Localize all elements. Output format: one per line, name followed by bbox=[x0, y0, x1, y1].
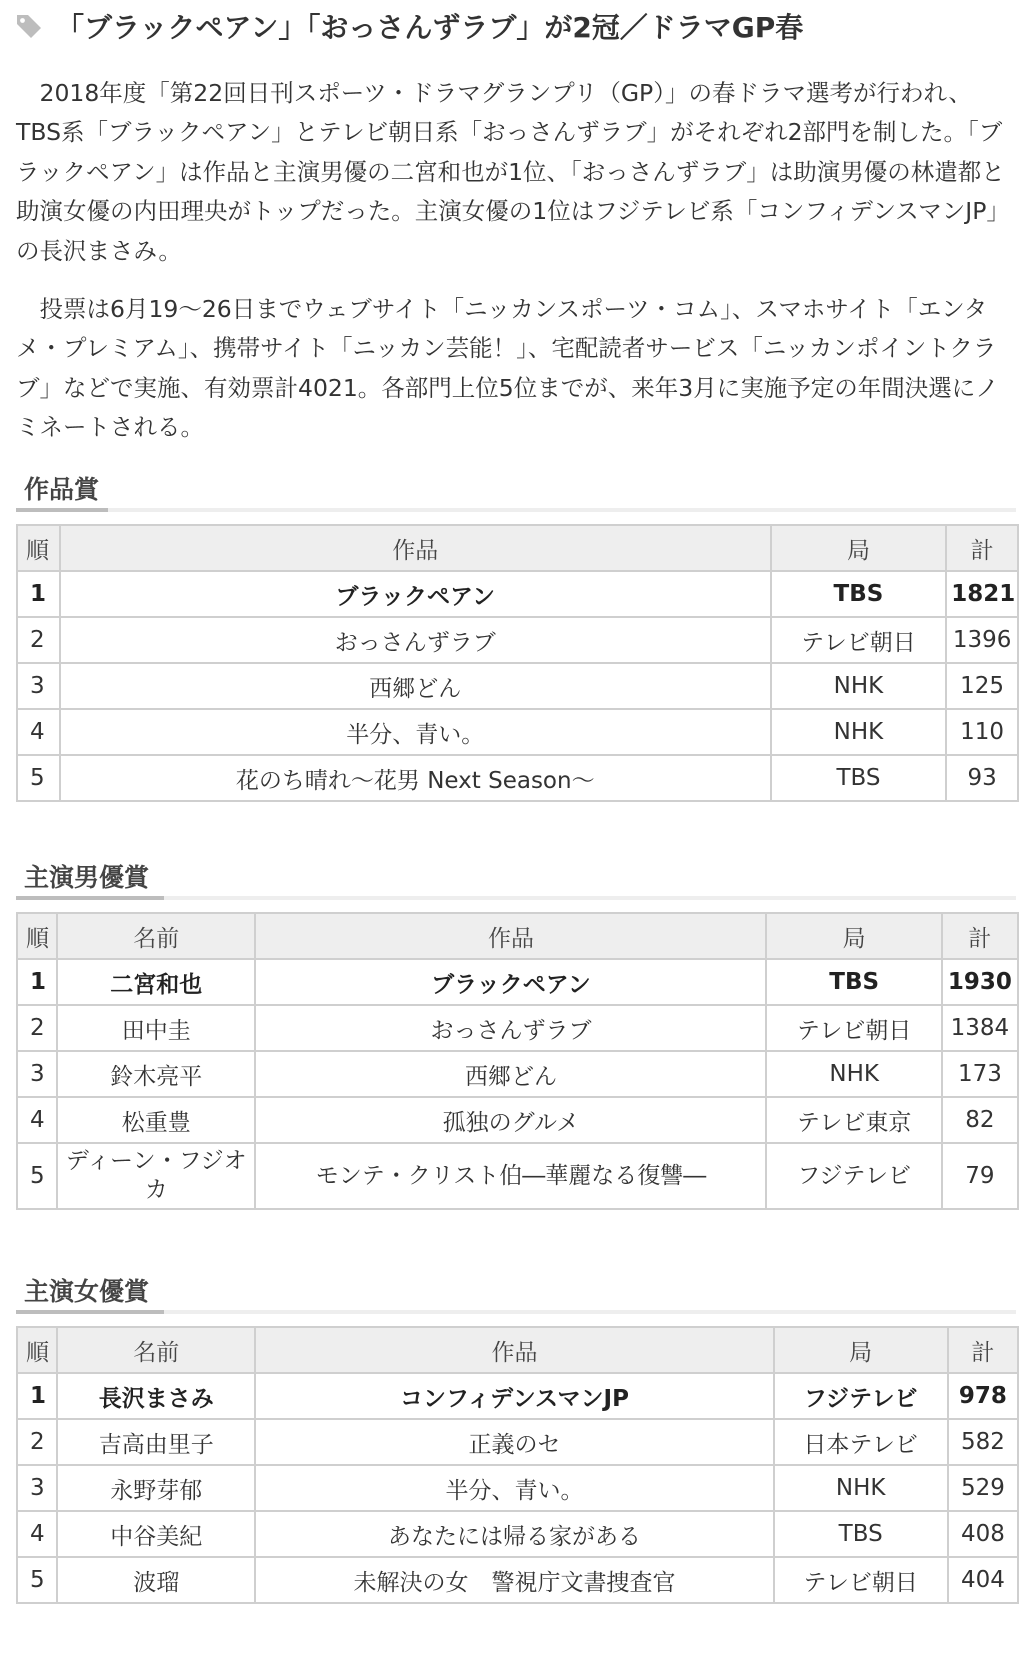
cell-station: NHK bbox=[774, 1465, 948, 1511]
cell-name: 波瑠 bbox=[57, 1557, 255, 1603]
section-title: 主演女優賞 bbox=[24, 1277, 150, 1306]
cell-station: NHK bbox=[766, 1051, 941, 1097]
table-row bbox=[17, 1005, 1018, 1051]
col-header-rank: 順 bbox=[17, 913, 57, 959]
cell-rank: 5 bbox=[17, 1143, 57, 1209]
table-row bbox=[17, 1557, 1018, 1603]
cell-station: TBS bbox=[771, 571, 947, 617]
cell-rank: 1 bbox=[17, 1373, 57, 1419]
cell-station: NHK bbox=[771, 709, 947, 755]
section-heading-lead-actress bbox=[16, 1272, 1016, 1314]
cell-station: テレビ朝日 bbox=[774, 1557, 948, 1603]
table-row bbox=[17, 1143, 1018, 1209]
cell-work: ブラックペアン bbox=[60, 571, 771, 617]
table-header-row bbox=[17, 1327, 1018, 1373]
cell-name: 二宮和也 bbox=[57, 959, 255, 1005]
table-row bbox=[17, 1419, 1018, 1465]
body-paragraph: 投票は6月19〜26日までウェブサイト「ニッカンスポーツ・コム」、スマホサイト「エンタメ・プレミアム」、携帯サイト「ニッカン芸能！」、宅配読者サービス「ニッカンポイントクラブ」などで実施、有効票計4021。各部門上位5位までが、来年3月に実施予定の年間決選にノミネートされる。 bbox=[16, 295, 999, 442]
cell-station: 日本テレビ bbox=[774, 1419, 948, 1465]
headline-text: 「ブラックペアン」「おっさんずラブ」が2冠／ドラマGP春 bbox=[56, 11, 804, 44]
table-row bbox=[17, 617, 1018, 663]
cell-station: フジテレビ bbox=[766, 1143, 941, 1209]
cell-rank: 5 bbox=[17, 755, 60, 801]
lead-paragraph: 2018年度「第22回日刊スポーツ・ドラマグランプリ（GP）」の春ドラマ選考が行われ、TBS系「ブラックペアン」とテレビ朝日系「おっさんずラブ」がそれぞれ2部門を制した。「ブラックペアン」は作品と主演男優の二宮和也が1位、「おっさんずラブ」は助演男優の林遣都と助演女優の内田理央がトップだった。主演女優の1位はフジテレビ系「コンフィデンスマンJP」の長沢まさみ。 bbox=[16, 79, 1010, 265]
cell-rank: 2 bbox=[17, 1005, 57, 1051]
table-header-row bbox=[17, 525, 1018, 571]
table-header-row bbox=[17, 913, 1018, 959]
section-divider bbox=[16, 508, 1016, 512]
cell-total: 1384 bbox=[942, 1005, 1018, 1051]
cell-total: 408 bbox=[948, 1511, 1018, 1557]
ranking-table-work bbox=[16, 524, 1019, 802]
cell-work: 西郷どん bbox=[255, 1051, 766, 1097]
table-row bbox=[17, 571, 1018, 617]
cell-total: 1930 bbox=[942, 959, 1018, 1005]
ranking-table-lead-actor bbox=[16, 912, 1019, 1210]
cell-name: 鈴木亮平 bbox=[57, 1051, 255, 1097]
cell-work: ブラックペアン bbox=[255, 959, 766, 1005]
cell-work: 孤独のグルメ bbox=[255, 1097, 766, 1143]
table-row bbox=[17, 959, 1018, 1005]
col-header-total: 計 bbox=[942, 913, 1018, 959]
section-divider-accent bbox=[16, 1310, 164, 1314]
cell-work: 半分、青い。 bbox=[255, 1465, 773, 1511]
cell-total: 93 bbox=[946, 755, 1018, 801]
cell-rank: 3 bbox=[17, 1051, 57, 1097]
col-header-station: 局 bbox=[771, 525, 947, 571]
cell-rank: 4 bbox=[17, 1097, 57, 1143]
cell-rank: 2 bbox=[17, 617, 60, 663]
col-header-name: 名前 bbox=[57, 913, 255, 959]
col-header-rank: 順 bbox=[17, 525, 60, 571]
cell-rank: 2 bbox=[17, 1419, 57, 1465]
cell-work: おっさんずラブ bbox=[255, 1005, 766, 1051]
tag-icon bbox=[14, 11, 44, 41]
section-divider bbox=[16, 896, 1016, 900]
col-header-name: 名前 bbox=[57, 1327, 255, 1373]
cell-station: フジテレビ bbox=[774, 1373, 948, 1419]
cell-rank: 4 bbox=[17, 1511, 57, 1557]
cell-work: 花のち晴れ〜花男 Next Season〜 bbox=[60, 755, 771, 801]
cell-total: 529 bbox=[948, 1465, 1018, 1511]
cell-rank: 1 bbox=[17, 959, 57, 1005]
cell-work: 正義のセ bbox=[255, 1419, 773, 1465]
cell-station: TBS bbox=[774, 1511, 948, 1557]
section-divider-accent bbox=[16, 508, 108, 512]
table-row bbox=[17, 1097, 1018, 1143]
section-heading-lead-actor bbox=[16, 858, 1016, 900]
cell-total: 1821 bbox=[946, 571, 1018, 617]
cell-total: 79 bbox=[942, 1143, 1018, 1209]
col-header-station: 局 bbox=[774, 1327, 948, 1373]
table-row bbox=[17, 663, 1018, 709]
ranking-table-lead-actress bbox=[16, 1326, 1019, 1604]
cell-name: 永野芽郁 bbox=[57, 1465, 255, 1511]
table-row bbox=[17, 755, 1018, 801]
table-row bbox=[17, 1511, 1018, 1557]
cell-name: ディーン・フジオカ bbox=[57, 1143, 255, 1209]
cell-work: あなたには帰る家がある bbox=[255, 1511, 773, 1557]
cell-station: NHK bbox=[771, 663, 947, 709]
section-title: 主演男優賞 bbox=[24, 863, 150, 892]
cell-work: おっさんずラブ bbox=[60, 617, 771, 663]
cell-station: TBS bbox=[771, 755, 947, 801]
cell-work: 未解決の女 警視庁文書捜査官 bbox=[255, 1557, 773, 1603]
section-divider-accent bbox=[16, 896, 164, 900]
cell-work: 半分、青い。 bbox=[60, 709, 771, 755]
cell-total: 173 bbox=[942, 1051, 1018, 1097]
cell-name: 長沢まさみ bbox=[57, 1373, 255, 1419]
col-header-work: 作品 bbox=[60, 525, 771, 571]
table-row bbox=[17, 709, 1018, 755]
cell-name: 松重豊 bbox=[57, 1097, 255, 1143]
cell-name: 吉高由里子 bbox=[57, 1419, 255, 1465]
section-divider bbox=[16, 1310, 1016, 1314]
cell-station: テレビ朝日 bbox=[771, 617, 947, 663]
cell-total: 404 bbox=[948, 1557, 1018, 1603]
cell-station: TBS bbox=[766, 959, 941, 1005]
cell-rank: 1 bbox=[17, 571, 60, 617]
cell-total: 1396 bbox=[946, 617, 1018, 663]
cell-total: 582 bbox=[948, 1419, 1018, 1465]
col-header-work: 作品 bbox=[255, 913, 766, 959]
cell-rank: 5 bbox=[17, 1557, 57, 1603]
section-heading-work-award bbox=[16, 470, 1016, 512]
article-headline bbox=[14, 4, 1014, 48]
cell-name: 田中圭 bbox=[57, 1005, 255, 1051]
cell-station: テレビ東京 bbox=[766, 1097, 941, 1143]
cell-work: 西郷どん bbox=[60, 663, 771, 709]
table-row bbox=[17, 1051, 1018, 1097]
cell-total: 82 bbox=[942, 1097, 1018, 1143]
cell-work: モンテ・クリスト伯―華麗なる復讐― bbox=[255, 1143, 766, 1209]
table-row bbox=[17, 1465, 1018, 1511]
cell-total: 110 bbox=[946, 709, 1018, 755]
cell-station: テレビ朝日 bbox=[766, 1005, 941, 1051]
col-header-station: 局 bbox=[766, 913, 941, 959]
col-header-work: 作品 bbox=[255, 1327, 773, 1373]
cell-rank: 3 bbox=[17, 663, 60, 709]
col-header-rank: 順 bbox=[17, 1327, 57, 1373]
col-header-total: 計 bbox=[948, 1327, 1018, 1373]
cell-name: 中谷美紀 bbox=[57, 1511, 255, 1557]
cell-rank: 4 bbox=[17, 709, 60, 755]
cell-rank: 3 bbox=[17, 1465, 57, 1511]
table-row bbox=[17, 1373, 1018, 1419]
cell-total: 125 bbox=[946, 663, 1018, 709]
section-title: 作品賞 bbox=[24, 475, 100, 504]
cell-total: 978 bbox=[948, 1373, 1018, 1419]
col-header-total: 計 bbox=[946, 525, 1018, 571]
cell-work: コンフィデンスマンJP bbox=[255, 1373, 773, 1419]
